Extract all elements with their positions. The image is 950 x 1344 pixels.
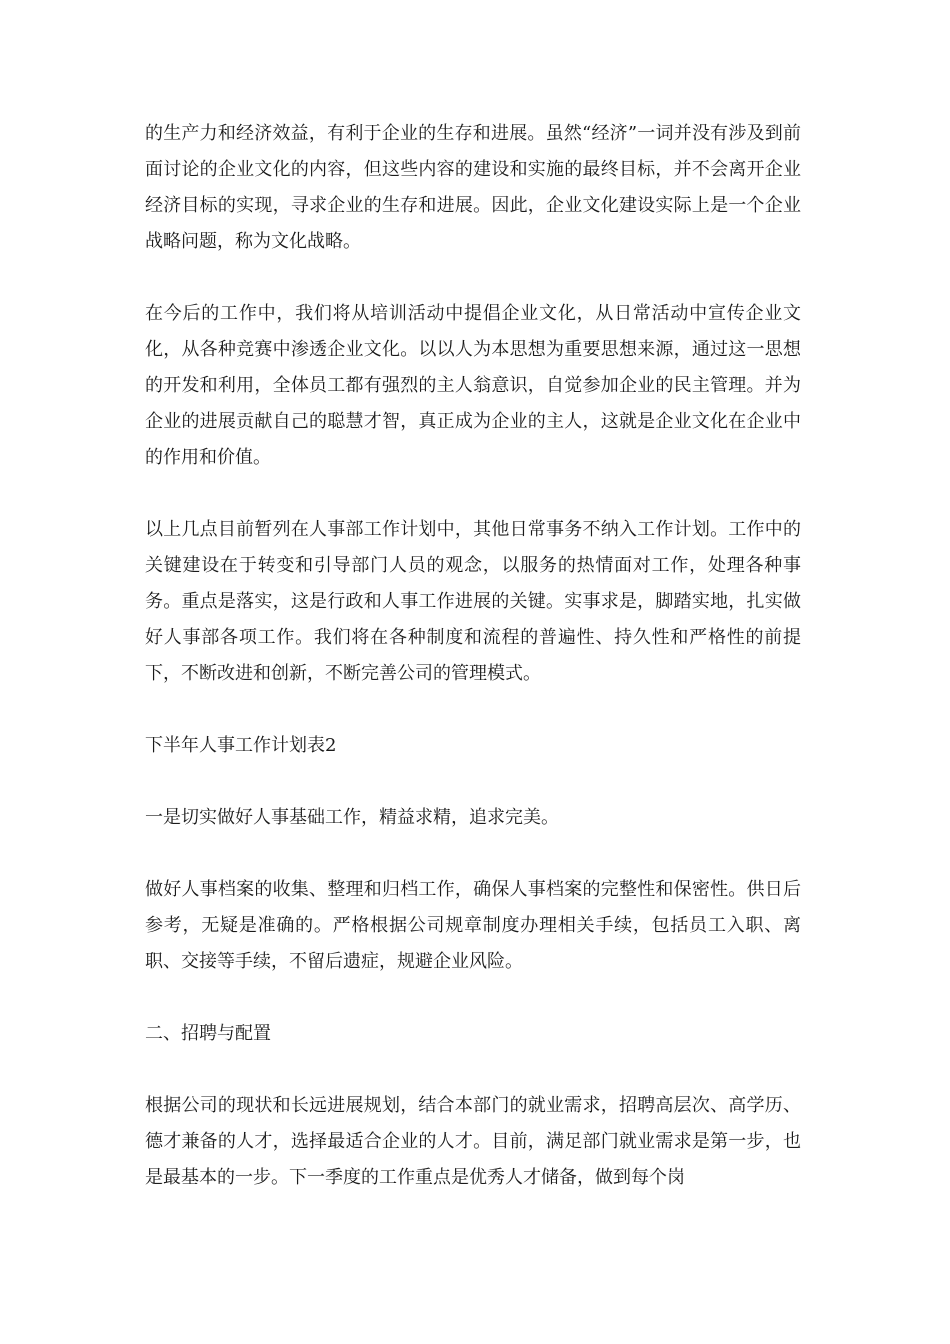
document-page — [145, 116, 801, 1232]
paragraph-future-work: 在今后的工作中，我们将从培训活动中提倡企业文化，从日常活动中宣传企业文化，从各种竞赛中渗透企业文化。以以人为本思想为重要思想来源，通过这一思想的开发和利用，全体员工都有强烈的主人翁意识，自觉参加企业的民主管理。并为企业的进展贡献自己的聪慧才智，真正成为企业的主人，这就是企业文化在企业中的作用和价值。 — [145, 303, 801, 468]
section-point-two: 二、招聘与配置 — [145, 1023, 271, 1044]
paragraph-recruitment: 根据公司的现状和长远进展规划，结合本部门的就业需求，招聘高层次、高学历、德才兼备的人才，选择最适合企业的人才。目前，满足部门就业需求是第一步，也是最基本的一步。下一季度的工作重点是优秀人才储备，做到每个岗 — [145, 1095, 801, 1188]
section-point-one: 一是切实做好人事基础工作，精益求精，追求完美。 — [145, 807, 559, 828]
paragraph-plan-summary: 以上几点目前暂列在人事部工作计划中，其他日常事务不纳入工作计划。工作中的关键建设在于转变和引导部门人员的观念，以服务的热情面对工作，处理各种事务。重点是落实，这是行政和人事工作进展的关键。实事求是，脚踏实地，扎实做好人事部各项工作。我们将在各种制度和流程的普遍性、持久性和严格性的前提下，不断改进和创新，不断完善公司的管理模式。 — [145, 519, 801, 684]
paragraph-culture-strategy: 的生产力和经济效益，有利于企业的生存和进展。虽然“经济”一词并没有涉及到前面讨论的企业文化的内容，但这些内容的建设和实施的最终目标，并不会离开企业经济目标的实现，寻求企业的生存和进展。因此，企业文化建设实际上是一个企业战略问题，称为文化战略。 — [145, 123, 801, 252]
paragraph-personnel-files: 做好人事档案的收集、整理和归档工作，确保人事档案的完整性和保密性。供日后参考，无疑是准确的。严格根据公司规章制度办理相关手续，包括员工入职、离职、交接等手续，不留后遗症，规避企业风险。 — [145, 879, 801, 972]
section-title-plan-2: 下半年人事工作计划表2 — [145, 735, 337, 756]
